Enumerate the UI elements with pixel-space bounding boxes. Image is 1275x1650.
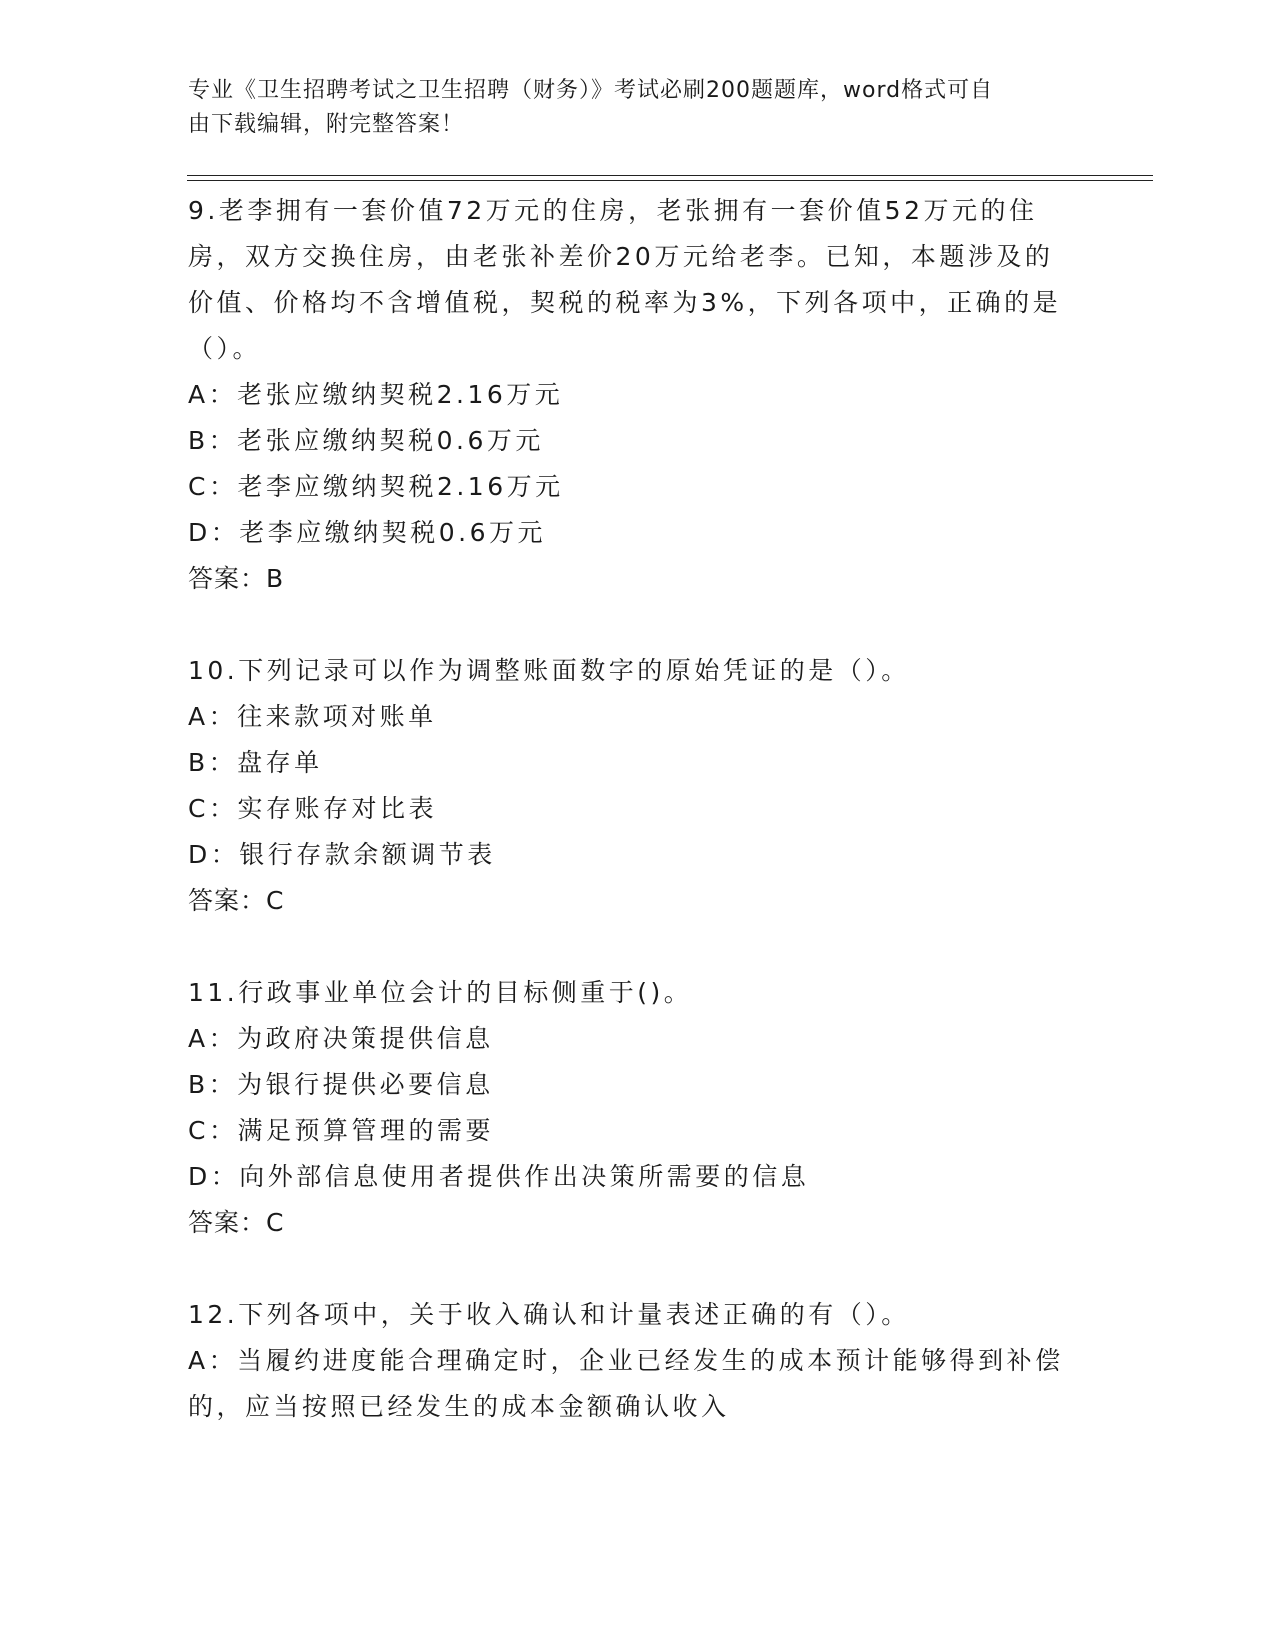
question-stem-line: 9.老李拥有一套价值72万元的住房，老张拥有一套价值52万元的住: [188, 196, 1038, 225]
question-stem-line: 10.下列记录可以作为调整账面数字的原始凭证的是（）。: [188, 656, 910, 685]
option-a-continuation: 的，应当按照已经发生的成本金额确认收入: [188, 1392, 730, 1421]
header-line: 由下载编辑，附完整答案！: [188, 112, 465, 137]
answer-line: 答案：C: [188, 886, 285, 915]
question-block: [188, 648, 1083, 924]
question-stem-line: （）。: [188, 334, 262, 363]
header-line: 专业《卫生招聘考试之卫生招聘（财务）》考试必刷200题题库，word格式可自: [188, 78, 994, 103]
question-block: [188, 188, 1083, 602]
question-stem-line: 12.下列各项中，关于收入确认和计量表述正确的有（）。: [188, 1300, 910, 1329]
option-b: B：为银行提供必要信息: [188, 1070, 494, 1099]
option-d: D：银行存款余额调节表: [188, 840, 496, 869]
option-d: D：老李应缴纳契税0.6万元: [188, 518, 547, 547]
answer-line: 答案：B: [188, 564, 285, 593]
option-b: B：老张应缴纳契税0.6万元: [188, 426, 544, 455]
option-d: D：向外部信息使用者提供作出决策所需要的信息: [188, 1162, 810, 1191]
question-stem-line: 11.行政事业单位会计的目标侧重于()。: [188, 978, 693, 1007]
option-c: C：满足预算管理的需要: [188, 1116, 494, 1145]
option-b: B：盘存单: [188, 748, 323, 777]
option-c: C：老李应缴纳契税2.16万元: [188, 472, 564, 501]
option-a: A：为政府决策提供信息: [188, 1024, 494, 1053]
answer-line: 答案：C: [188, 1208, 285, 1237]
document-header: [188, 74, 1068, 142]
header-divider: [187, 180, 1153, 181]
question-block: [188, 1292, 1083, 1430]
question-stem-line: 房，双方交换住房，由老张补差价20万元给老李。已知，本题涉及的: [188, 242, 1054, 271]
option-a: A：往来款项对账单: [188, 702, 437, 731]
option-a: A：老张应缴纳契税2.16万元: [188, 380, 564, 409]
option-c: C：实存账存对比表: [188, 794, 437, 823]
question-list: [188, 188, 1083, 1430]
question-stem-line: 价值、价格均不含增值税，契税的税率为3%，下列各项中，正确的是: [188, 288, 1062, 317]
option-a: A：当履约进度能合理确定时，企业已经发生的成本预计能够得到补偿: [188, 1346, 1064, 1375]
header-divider: [187, 175, 1153, 176]
question-block: [188, 970, 1083, 1246]
